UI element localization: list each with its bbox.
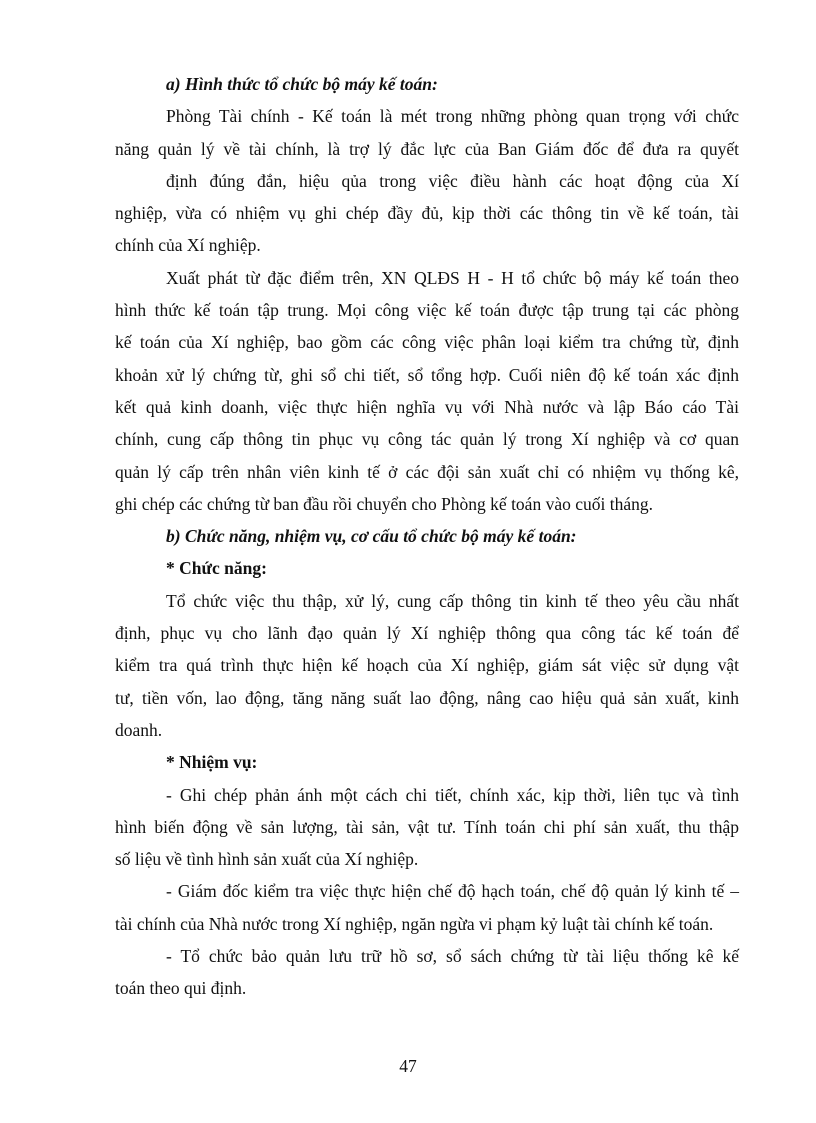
text-line: doanh. — [115, 719, 163, 740]
paragraph-accounting-department — [115, 100, 739, 261]
page-number: 47 — [399, 1056, 417, 1076]
text-line: - Tổ chức bảo quản lưu trữ hồ sơ, sổ sách chứng từ tài liệu thống kê kế — [166, 946, 739, 967]
section-heading-b: b) Chức năng, nhiệm vụ, cơ cấu tổ chức bộ máy kế toán: — [166, 526, 577, 547]
document-page — [115, 68, 739, 1005]
text-line: hình thức kế toán tập trung. Mọi công việc kế toán được tập trung tại các phòng — [115, 300, 739, 321]
text-line: kế toán của Xí nghiệp, bao gồm các công việc phân loại kiểm tra chứng từ, định — [115, 332, 739, 353]
text-line: hình biến động về sản lượng, tài sản, vật tư. Tính toán chi phí sản xuất, thu thập — [115, 816, 739, 837]
text-line: khoản xử lý chứng từ, ghi sổ chi tiết, sổ tổng hợp. Cuối niên độ kế toán xác định — [115, 364, 739, 385]
text-line: Xuất phát từ đặc điểm trên, XN QLĐS H - H tổ chức bộ máy kế toán theo — [166, 267, 739, 288]
subheading-function: * Chức năng: — [166, 558, 267, 579]
text-line: tài chính của Nhà nước trong Xí nghiệp, ngăn ngừa vi phạm kỷ luật tài chính kế toán. — [115, 913, 714, 934]
text-line: kết quả kinh doanh, việc thực hiện nghĩa vụ với Nhà nước và lập Báo cáo Tài — [115, 396, 739, 417]
section-heading-a: a) Hình thức tổ chức bộ máy kế toán: — [166, 74, 438, 94]
text-line: nghiệp, vừa có nhiệm vụ ghi chép đầy đủ, kịp thời các thông tin về kế toán, tài — [115, 203, 739, 224]
text-line: số liệu về tình hình sản xuất của Xí nghiệp. — [115, 849, 419, 870]
text-line: kiểm tra quá trình thực hiện kế hoạch của Xí nghiệp, giám sát việc sử dụng vật — [115, 655, 739, 676]
text-line: định, phục vụ cho lãnh đạo quản lý Xí nghiệp thông qua công tác kế toán để — [115, 623, 739, 644]
text-line: - Giám đốc kiểm tra việc thực hiện chế độ hạch toán, chế độ quản lý kinh tế – — [166, 881, 739, 902]
text-line: quản lý cấp trên nhân viên kinh tế ở các đội sản xuất chỉ có nhiệm vụ thống kê, — [115, 461, 739, 482]
paragraph-function — [115, 585, 739, 746]
text-line: định đúng đắn, hiệu qủa trong việc điều hành các hoạt động của Xí — [166, 170, 739, 191]
text-line: chính của Xí nghiệp. — [115, 235, 261, 256]
text-line: năng quản lý về tài chính, là trợ lý đắc lực của Ban Giám đốc để đưa ra quyết — [115, 138, 739, 159]
subheading-duty: * Nhiệm vụ: — [166, 752, 258, 773]
text-line: toán theo qui định. — [115, 978, 247, 999]
text-line: - Ghi chép phản ánh một cách chi tiết, chính xác, kịp thời, liên tục và tình — [166, 784, 739, 805]
text-line: tư, tiền vốn, lao động, tăng năng suất lao động, nâng cao hiệu quả sản xuất, kinh — [115, 687, 739, 708]
duty-item-1 — [115, 779, 739, 876]
text-line: Phòng Tài chính - Kế toán là mét trong những phòng quan trọng với chức — [166, 106, 739, 127]
text-line: chính, cung cấp thông tin phục vụ công tác quản lý trong Xí nghiệp và cơ quan — [115, 429, 739, 450]
paragraph-centralized-accounting — [115, 262, 739, 520]
text-line: ghi chép các chứng từ ban đầu rồi chuyển cho Phòng kế toán vào cuối tháng. — [115, 493, 653, 514]
duty-item-3 — [115, 940, 739, 1005]
text-line: Tổ chức việc thu thập, xử lý, cung cấp thông tin kinh tế theo yêu cầu nhất — [166, 590, 739, 611]
duty-item-2 — [115, 875, 739, 940]
